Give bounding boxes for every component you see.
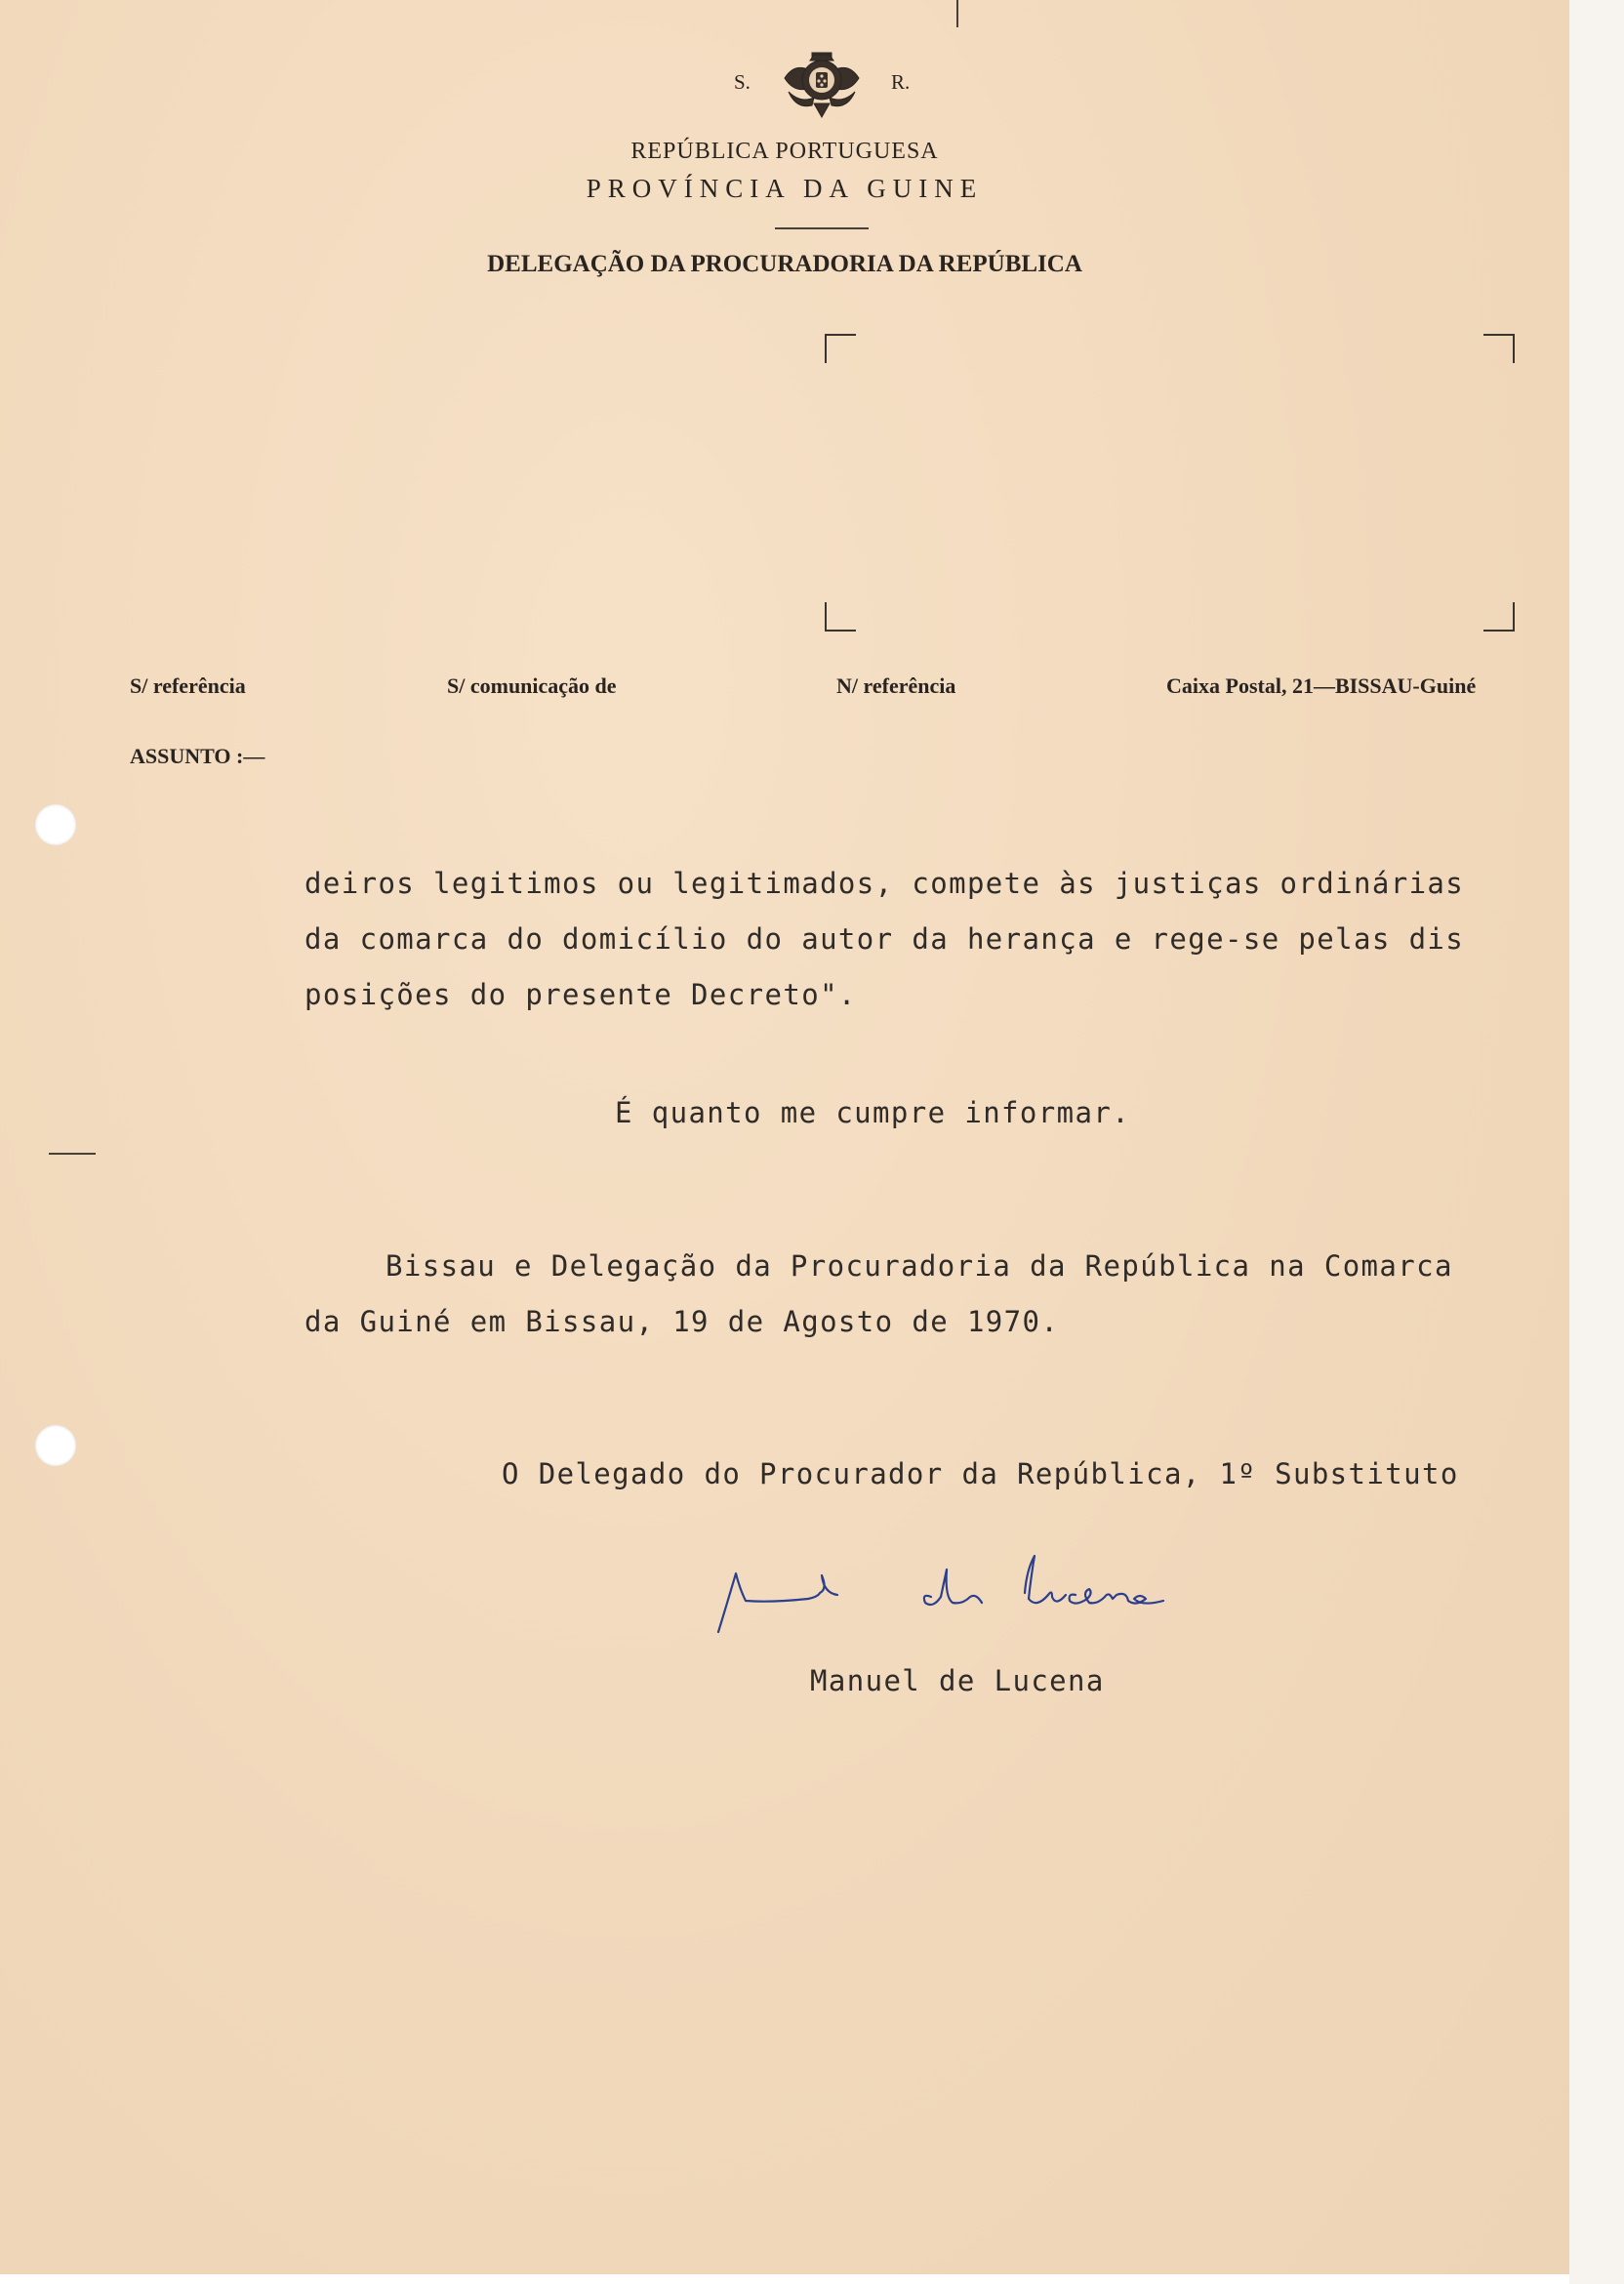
postal-address: Caixa Postal, 21—BISSAU-Guiné [1166, 673, 1477, 698]
body-line-2: da comarca do domicílio do autor da herança e rege-se pelas dis [304, 922, 1465, 956]
address-window-corner-bottom-left [825, 602, 856, 632]
top-edge-mark [956, 0, 958, 27]
coat-of-arms-emblem [775, 49, 869, 119]
closing-sentence: É quanto me cumpre informar. [615, 1096, 1131, 1129]
letterhead-left-initial: S. [734, 70, 751, 94]
body-line-1: deiros legitimos ou legitimados, compete às justiças ordinárias [304, 867, 1465, 900]
subject-label: ASSUNTO :— [130, 744, 265, 768]
signatory-title: O Delegado do Procurador da República, 1º Substituto [502, 1457, 1459, 1490]
place-date-line-1: Bissau e Delegação da Procuradoria da República na Comarca [386, 1249, 1453, 1283]
your-communication-label: S/ comunicação de [447, 673, 617, 698]
letterhead-divider [775, 227, 869, 229]
signatory-name: Manuel de Lucena [810, 1664, 1105, 1697]
your-reference-label: S/ referência [130, 673, 246, 698]
letterhead-province: PROVÍNCIA DA GUINE [586, 174, 984, 203]
address-window-corner-bottom-right [1483, 602, 1515, 632]
letterhead-office: DELEGAÇÃO DA PROCURADORIA DA REPÚBLICA [487, 251, 1082, 277]
letterhead-right-initial: R. [891, 70, 911, 94]
punch-hole-lower [35, 1425, 76, 1466]
handwritten-signature [712, 1550, 1181, 1638]
letterhead-republic: REPÚBLICA PORTUGUESA [630, 139, 939, 164]
fold-mark [49, 1153, 96, 1155]
address-window-corner-top-right [1483, 334, 1515, 363]
scan-margin [1569, 0, 1624, 2284]
place-date-line-2: da Guiné em Bissau, 19 de Agosto de 1970. [304, 1305, 1060, 1338]
address-window-corner-top-left [825, 334, 856, 363]
body-line-3: posições do presente Decreto". [304, 978, 857, 1011]
punch-hole-upper [35, 804, 76, 845]
our-reference-label: N/ referência [836, 673, 956, 698]
